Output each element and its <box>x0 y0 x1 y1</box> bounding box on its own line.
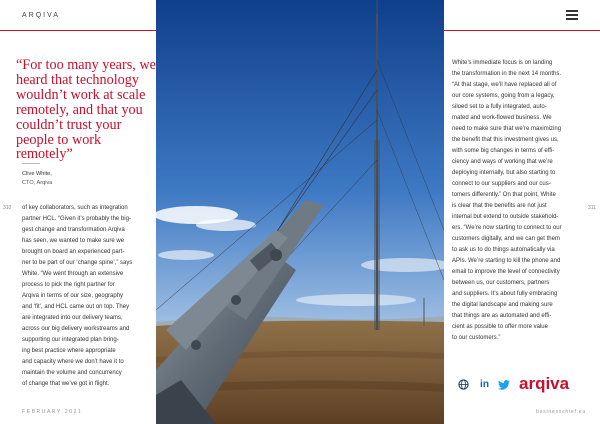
text-line: internal but extend to outside stakehold- <box>452 214 559 220</box>
text-line: White’s immediate focus is on landing <box>452 60 553 66</box>
linkedin-icon[interactable]: in <box>480 379 489 390</box>
text-line: ing best practice where appropriate <box>22 348 116 354</box>
text-line: ner to be part of our ‘change spine’,” says <box>22 260 133 266</box>
text-line: deploying internally, but also starting to <box>452 170 556 176</box>
footer-site-link[interactable]: businesschief.eu <box>536 409 587 415</box>
body-text-left <box>22 203 152 390</box>
text-line: to ask us to do things automatically via <box>452 247 555 253</box>
body-text-right <box>452 58 578 344</box>
text-line: Arqiva in terms of our size, geography <box>22 293 124 299</box>
page-number-right: 311 <box>588 205 596 211</box>
globe-icon[interactable] <box>457 378 470 391</box>
page-number-left: 310 <box>3 205 12 211</box>
text-line: to our customers.” <box>452 335 501 341</box>
text-line: “At that stage, we’ll have replaced all of <box>452 82 557 88</box>
text-line: of change that we’ve got in flight. <box>22 381 110 387</box>
text-line: is clear that the benefits are not just <box>452 203 547 209</box>
text-line: process to pick the right partner for <box>22 282 115 288</box>
text-line: and capacity where we don’t have it to <box>22 359 124 365</box>
quote-author-name: Clive White, <box>22 171 52 177</box>
text-line: brought on board an experienced part- <box>22 249 125 255</box>
text-line: has seen, we wanted to make sure we <box>22 238 125 244</box>
text-line: tomers differently.” On that point, White <box>452 192 556 198</box>
arqiva-logo[interactable] <box>519 374 581 394</box>
twitter-icon[interactable] <box>497 378 511 391</box>
text-line: connect to our suppliers and our cus- <box>452 181 551 187</box>
text-line: of key collaborators, such as integration <box>22 205 128 211</box>
text-line: our core systems, going from a legacy, <box>452 93 555 99</box>
text-line: customers digitally, and we can get them <box>452 236 560 242</box>
text-line: the digital landscape and making sure <box>452 302 553 308</box>
text-line: gest change and transformation Arqiva <box>22 227 125 233</box>
text-line: with some big changes in terms of effi- <box>452 148 555 154</box>
text-line: and suppliers. It’s about fully embracing <box>452 291 558 297</box>
mast-photo <box>156 0 444 424</box>
text-line: that things are as automated and effi- <box>452 313 552 319</box>
pull-quote: “For too many years, we heard that technology wouldn’t work at scale remotely, and that you couldn’t trust your people to work remotely” <box>16 57 156 163</box>
text-line: the benefit that this investment gives us, <box>452 137 559 143</box>
header-divider-right <box>444 30 600 31</box>
text-line: partner HCL. “Given it’s probably the big- <box>22 216 131 222</box>
text-line: siloed set to a fully integrated, auto- <box>452 104 547 110</box>
logo-text: arqiva <box>519 374 570 393</box>
text-line: mated and work-flowed business. We <box>452 115 552 121</box>
text-line: White. “We went through an extensive <box>22 271 124 277</box>
text-line: maintain the volume and concurrency <box>22 370 122 376</box>
text-line: and ‘fit’, and HCL came out on top. They <box>22 304 130 310</box>
text-line: ciency and ways of working that we’re <box>452 159 553 165</box>
text-line: between us, our customers, partners <box>452 280 550 286</box>
hamburger-menu-icon[interactable] <box>566 10 578 20</box>
quote-divider <box>22 163 40 164</box>
quote-author-title: CTO, Arqiva <box>22 180 53 186</box>
text-line: cient as possible to offer more value <box>452 324 548 330</box>
text-line: APIs. We’re starting to kill the phone and <box>452 258 561 264</box>
text-line: need to make sure that we’re maximizing <box>452 126 562 132</box>
text-line: email to improve the level of connectivity <box>452 269 560 275</box>
text-line: across our big delivery workstreams and <box>22 326 130 332</box>
text-line: are integrated into our delivery teams, <box>22 315 123 321</box>
text-line: ers. “We’re now starting to connect to our <box>452 225 562 231</box>
text-line: supporting our integrated plan bring- <box>22 337 119 343</box>
brand-name: ARQIVA <box>22 12 60 19</box>
text-line: the transformation in the next 14 months. <box>452 71 562 77</box>
header-divider-left <box>0 30 156 31</box>
footer-date: FEBRUARY 2021 <box>22 409 83 415</box>
